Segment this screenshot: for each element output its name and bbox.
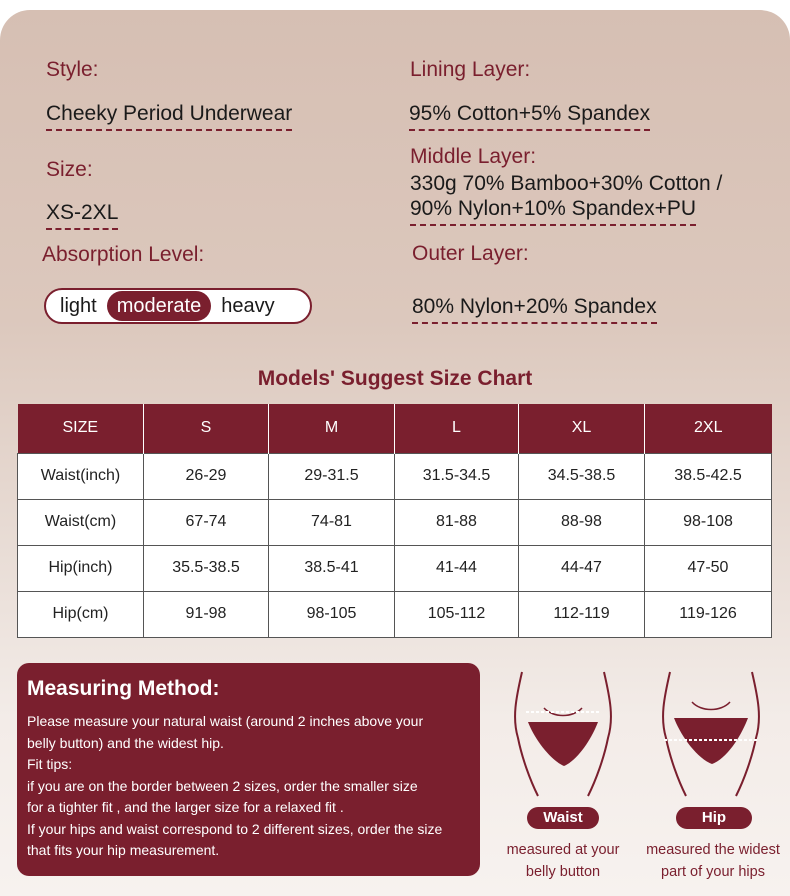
lining-value: 95% Cotton+5% Spandex (409, 102, 650, 131)
table-cell: 34.5-38.5 (519, 453, 645, 499)
method-line: belly button) and the widest hip. (27, 734, 224, 751)
waist-measurement-illustration (508, 668, 618, 798)
table-row (18, 545, 772, 591)
header-l: L (395, 404, 519, 453)
size-value: XS-2XL (46, 201, 118, 230)
header-2xl: 2XL (645, 404, 772, 453)
method-line: that fits your hip measurement. (27, 842, 220, 858)
row-label: Hip(cm) (18, 591, 144, 637)
measuring-method-box (17, 663, 480, 876)
method-line: if you are on the border between 2 sizes, order the smaller size (27, 777, 418, 794)
table-row (18, 453, 772, 499)
absorption-label: Absorption Level: (42, 243, 205, 266)
middle-layer-value-line1: 330g 70% Bamboo+30% Cotton / (410, 172, 723, 195)
table-cell: 38.5-42.5 (645, 453, 772, 499)
style-label: Style: (46, 58, 99, 81)
size-label: Size: (46, 158, 93, 181)
header-size: SIZE (18, 404, 144, 453)
method-line: Please measure your natural waist (around 2 inches above your (27, 713, 424, 729)
size-chart-table (17, 404, 772, 638)
row-label: Waist(cm) (18, 499, 144, 545)
table-cell: 29-31.5 (269, 453, 395, 499)
header-xl: XL (519, 404, 645, 453)
table-cell: 67-74 (144, 499, 269, 545)
hip-measurement-illustration (656, 668, 766, 798)
method-line: If your hips and waist correspond to 2 different sizes, order the size (27, 820, 443, 837)
hip-caption-line2: part of your hips (661, 864, 765, 880)
table-cell: 44-47 (519, 545, 645, 591)
table-cell: 88-98 (519, 499, 645, 545)
size-chart-header-row (18, 404, 772, 453)
outer-layer-value: 80% Nylon+20% Spandex (412, 295, 657, 324)
table-cell: 47-50 (645, 545, 772, 591)
waist-caption-line2: belly button (525, 864, 601, 880)
absorption-option-moderate: moderate (107, 291, 212, 321)
table-cell: 112-119 (519, 591, 645, 637)
method-line: for a tighter fit , and the larger size for a relaxed fit . (27, 799, 344, 815)
absorption-level-selector (44, 288, 312, 324)
table-cell: 35.5-38.5 (144, 545, 269, 591)
method-line: Fit tips: (27, 756, 73, 772)
table-cell: 98-105 (269, 591, 395, 637)
size-chart-title: Models' Suggest Size Chart (257, 367, 533, 390)
table-cell: 81-88 (395, 499, 519, 545)
middle-layer-value-line2: 90% Nylon+10% Spandex+PU (410, 197, 696, 226)
header-m: M (269, 404, 395, 453)
table-cell: 38.5-41 (269, 545, 395, 591)
table-cell: 41-44 (395, 545, 519, 591)
table-cell: 91-98 (144, 591, 269, 637)
table-cell: 119-126 (645, 591, 772, 637)
table-cell: 74-81 (269, 499, 395, 545)
table-cell: 98-108 (645, 499, 772, 545)
outer-layer-label: Outer Layer: (412, 242, 529, 265)
style-value: Cheeky Period Underwear (46, 102, 292, 131)
lining-label: Lining Layer: (410, 58, 531, 81)
measuring-method-title: Measuring Method: (27, 677, 220, 700)
product-spec-card (0, 10, 790, 896)
waist-caption-line1: measured at your (506, 842, 620, 858)
waist-badge: Waist (527, 807, 599, 829)
middle-layer-label: Middle Layer: (410, 145, 537, 168)
table-cell: 26-29 (144, 453, 269, 499)
absorption-option-heavy: heavy (221, 294, 275, 317)
table-cell: 105-112 (395, 591, 519, 637)
table-row (18, 591, 772, 637)
header-s: S (144, 404, 269, 453)
row-label: Waist(inch) (18, 453, 144, 499)
row-label: Hip(inch) (18, 545, 144, 591)
table-row (18, 499, 772, 545)
absorption-option-light: light (60, 294, 97, 317)
table-cell: 31.5-34.5 (395, 453, 519, 499)
hip-badge: Hip (676, 807, 752, 829)
hip-caption-line1: measured the widest (646, 842, 780, 858)
